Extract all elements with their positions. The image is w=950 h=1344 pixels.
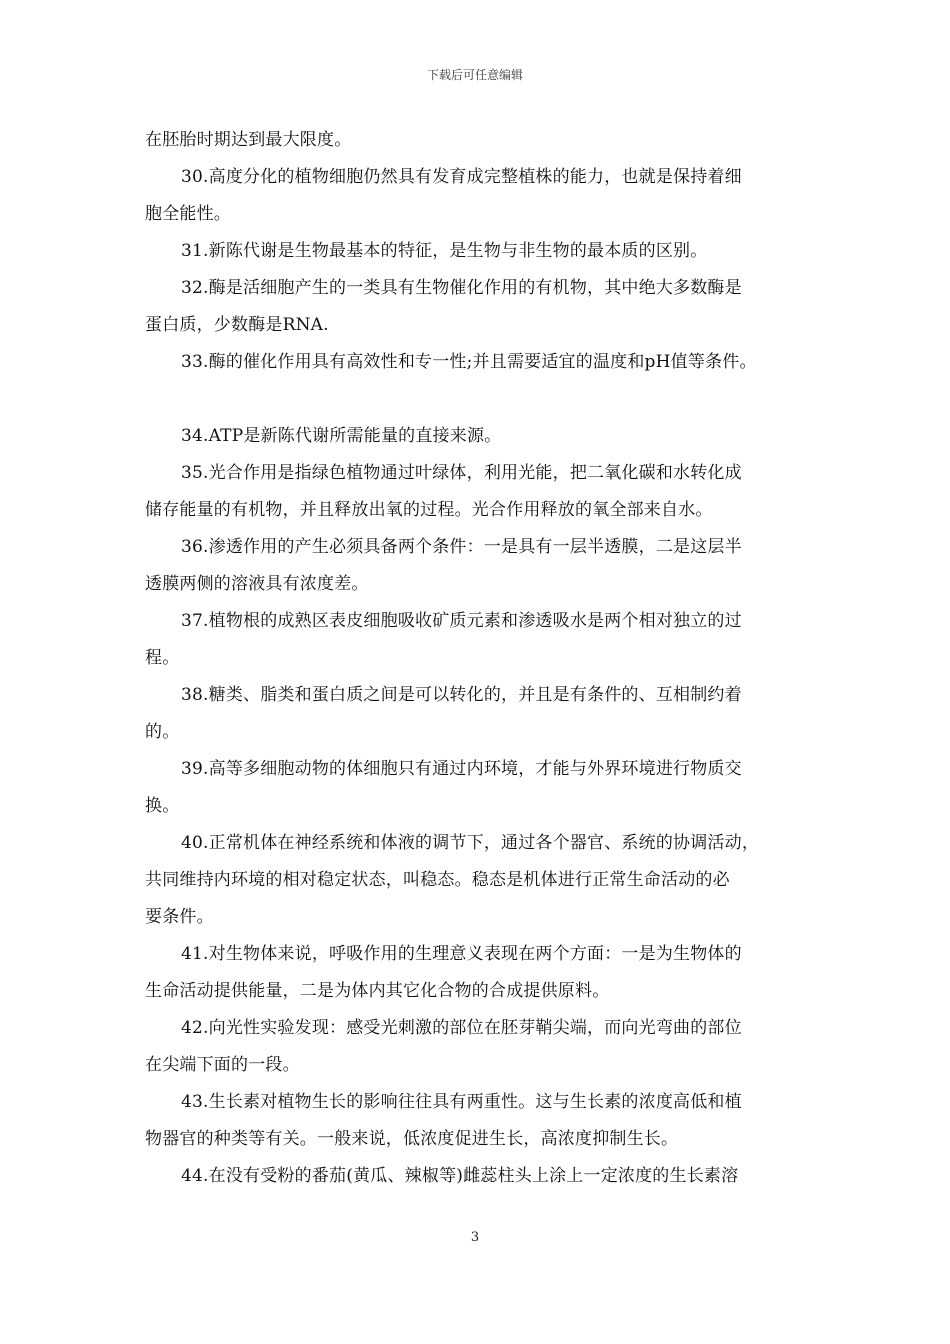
page-number: 3 [470, 1230, 480, 1245]
item-36-line-2: 透膜两侧的溶液具有浓度差。 [145, 574, 369, 594]
item-35-line-1: 35.光合作用是指绿色植物通过叶绿体，利用光能，把二氧化碳和水转化成 [181, 463, 742, 483]
item-40-line-3: 要条件。 [145, 907, 214, 927]
item-41-line-1: 41.对生物体来说，呼吸作用的生理意义表现在两个方面：一是为生物体的 [181, 944, 742, 964]
page-header: 下载后可任意编辑 [426, 68, 523, 82]
item-38-line-1: 38.糖类、脂类和蛋白质之间是可以转化的，并且是有条件的、互相制约着 [181, 685, 742, 705]
item-33: 33.酶的催化作用具有高效性和专一性;并且需要适宜的温度和pH值等条件。 [181, 352, 757, 372]
item-40-line-1: 40.正常机体在神经系统和体液的调节下，通过各个器官、系统的协调活动， [181, 833, 760, 853]
item-41-line-2: 生命活动提供能量，二是为体内其它化合物的合成提供原料。 [145, 981, 610, 1001]
text-line: 在胚胎时期达到最大限度。 [145, 130, 352, 150]
item-37-line-2: 程。 [145, 648, 180, 668]
item-30-line-2: 胞全能性。 [145, 204, 231, 224]
item-39-line-1: 39.高等多细胞动物的体细胞只有通过内环境，才能与外界环境进行物质交 [181, 759, 742, 779]
item-37-line-1: 37.植物根的成熟区表皮细胞吸收矿质元素和渗透吸水是两个相对独立的过 [181, 611, 742, 631]
blank-line [145, 381, 805, 418]
item-32-line-1: 32.酶是活细胞产生的一类具有生物催化作用的有机物，其中绝大多数酶是 [181, 278, 742, 298]
item-35-line-2: 储存能量的有机物，并且释放出氧的过程。光合作用释放的氧全部来自水。 [145, 500, 713, 520]
item-30-line-1: 30.高度分化的植物细胞仍然具有发育成完整植株的能力，也就是保持着细 [181, 167, 742, 187]
item-42-line-1: 42.向光性实验发现：感受光刺激的部位在胚芽鞘尖端，而向光弯曲的部位 [181, 1018, 742, 1038]
item-38-line-2: 的。 [145, 722, 180, 742]
item-40-line-2: 共同维持内环境的相对稳定状态，叫稳态。稳态是机体进行正常生命活动的必 [145, 870, 730, 890]
item-34: 34.ATP是新陈代谢所需能量的直接来源。 [181, 426, 502, 446]
item-39-line-2: 换。 [145, 796, 180, 816]
item-43-line-2: 物器官的种类等有关。一般来说，低浓度促进生长，高浓度抑制生长。 [145, 1129, 679, 1149]
document-body [145, 122, 805, 1195]
item-32-line-2: 蛋白质，少数酶是RNA. [145, 315, 329, 335]
item-31: 31.新陈代谢是生物最基本的特征，是生物与非生物的最本质的区别。 [181, 241, 708, 261]
item-42-line-2: 在尖端下面的一段。 [145, 1055, 300, 1075]
item-36-line-1: 36.渗透作用的产生必须具备两个条件：一是具有一层半透膜，二是这层半 [181, 537, 742, 557]
item-44-line-1: 44.在没有受粉的番茄(黄瓜、辣椒等)雌蕊柱头上涂上一定浓度的生长素溶 [181, 1166, 739, 1186]
item-43-line-1: 43.生长素对植物生长的影响往往具有两重性。这与生长素的浓度高低和植 [181, 1092, 742, 1112]
